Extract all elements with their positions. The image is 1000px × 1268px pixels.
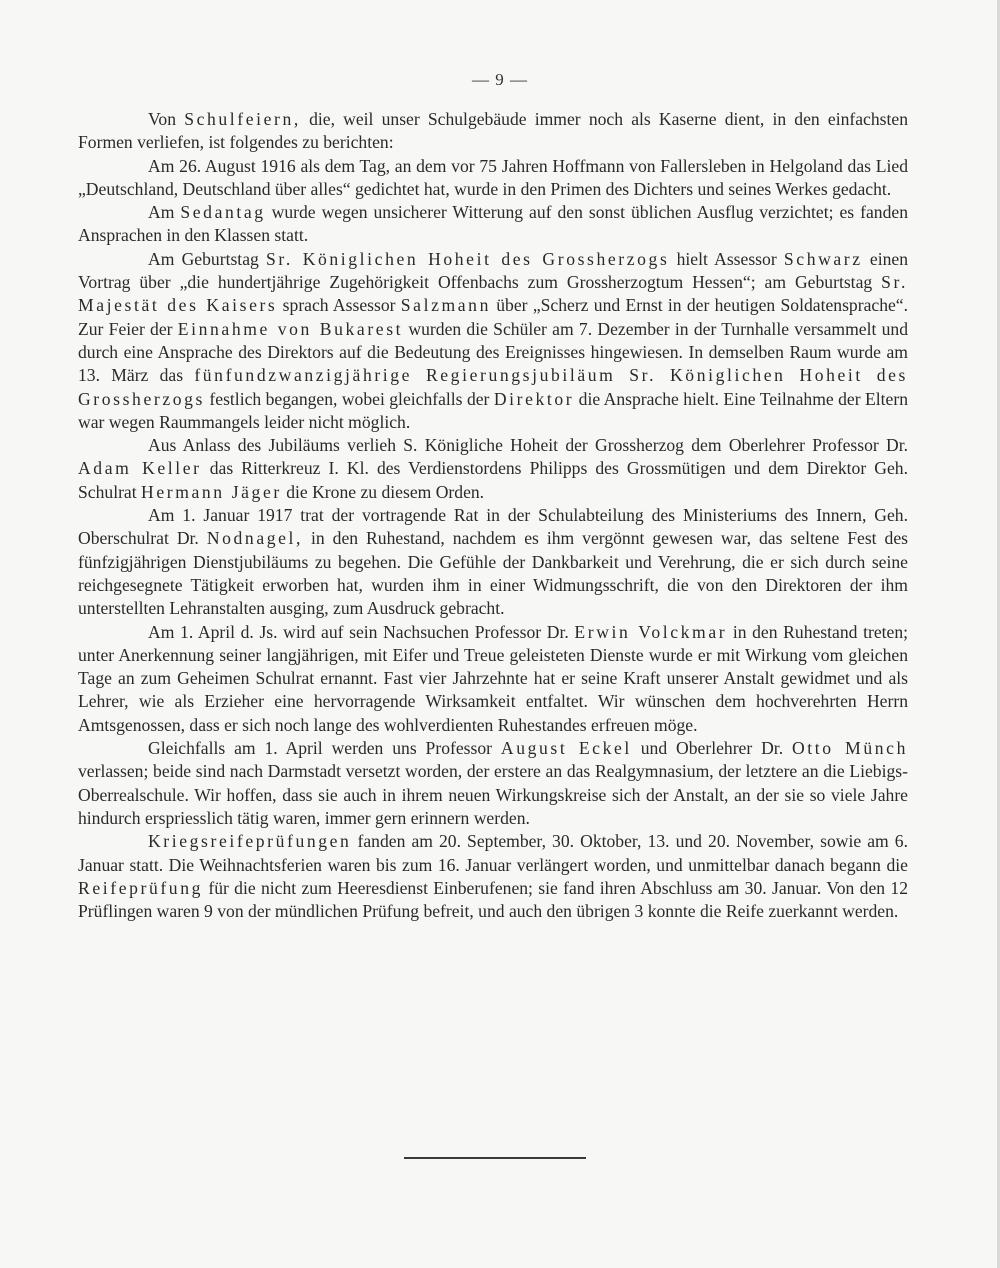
paragraph xyxy=(78,201,908,248)
text-run: einen Vortrag über „die hundertjährige Zugehörigkeit Offenbachs zum Grossherzogtum Hessen“; am Geburtstag xyxy=(78,248,908,293)
paragraph xyxy=(78,155,908,202)
text-run: sprach Assessor xyxy=(277,295,401,316)
emphasized-text: Sr. Majestät des Kaisers xyxy=(78,272,908,316)
end-rule xyxy=(404,1157,586,1159)
emphasized-text: Salzmann xyxy=(400,295,491,316)
text-run: Am 1. Januar 1917 trat der vortragende Rat in der Schulabteilung des Ministeriums des Innern, Geh. Oberschulrat Dr. xyxy=(78,505,908,549)
text-run: und Oberlehrer Dr. xyxy=(631,738,792,759)
text-run: wurde wegen unsicherer Witterung auf den sonst üblichen Ausflug verzichtet; es fanden Ansprachen in den Klassen statt. xyxy=(78,202,908,246)
paragraph xyxy=(78,504,908,620)
text-run: wurden die Schüler am 7. Dezember in der Turnhalle versammelt und durch eine Ansprache des Direktors auf die Bedeutung des Ereignisses hingewiesen. In demselben Raum wurde am 13. März das xyxy=(78,318,908,386)
text-run: die, weil unser Schulgebäude immer noch als Kaserne dient, in den einfachsten Formen verliefen, ist folgendes zu berichten: xyxy=(78,109,908,153)
emphasized-text: Schulfeiern, xyxy=(184,109,301,129)
body-text xyxy=(78,108,908,923)
text-run: Von xyxy=(148,109,185,129)
emphasized-text: August Eckel xyxy=(500,738,632,759)
emphasized-text: Direktor xyxy=(493,388,575,409)
text-run: das Ritterkreuz I. Kl. des Verdienstordens Philipps des Grossmütigen und dem Direktor Geh. Schulrat xyxy=(78,458,908,502)
paragraph xyxy=(78,108,908,155)
emphasized-text: Nodnagel, xyxy=(206,528,304,549)
emphasized-text: Erwin Volckmar xyxy=(574,621,728,642)
paragraph xyxy=(78,737,908,830)
emphasized-text: Reifeprüfung xyxy=(78,877,204,898)
text-run: Am 1. April d. Js. wird auf sein Nachsuchen Professor Dr. xyxy=(148,621,575,642)
text-run: für die nicht zum Heeresdienst Einberufenen; sie fand ihren Abschluss am 30. Januar. Von den 12 Prüflingen waren 9 von der mündlichen Prüfung befreit, und auch den übrigen 3 konnte die Reife zuerkannt werden. xyxy=(78,877,908,922)
emphasized-text: Otto Münch xyxy=(791,738,908,759)
page-number: — 9 — xyxy=(472,70,528,89)
paragraph xyxy=(78,830,908,923)
text-run: Am xyxy=(148,202,181,223)
text-run: verlassen; beide sind nach Darmstadt versetzt worden, der erstere an das Realgymnasium, der letztere an die Liebigs-Oberrealschule. Wir hoffen, dass sie auch in ihrem neuen Wirkungskreise sich der Anstalt, an der sie so viele Jahre hindurch erspriesslich tätig waren, immer gern erinnern werden. xyxy=(78,761,908,828)
text-run: die Ansprache hielt. Eine Teilnahme der Eltern war wegen Raummangels leider nicht möglich. xyxy=(78,388,908,432)
emphasized-text: Adam Keller xyxy=(78,458,202,479)
emphasized-text: Einnahme von Bukarest xyxy=(177,318,404,339)
paragraph xyxy=(78,621,908,737)
emphasized-text: Sr. Königlichen Hoheit des Grossherzogs xyxy=(266,248,670,269)
text-run: Aus Anlass des Jubiläums verlieh S. Königliche Hoheit der Grossherzog dem Oberlehrer Professor Dr. xyxy=(148,435,908,456)
paragraph xyxy=(78,434,908,504)
text-run: in den Ruhestand treten; unter Anerkennung seiner langjährigen, mit Eifer und Treue geleisteten Dienste wurde er mit Wirkung vom gleichen Tage an zum Geheimen Schulrat ernannt. Fast vier Jahrzehnte hat er seine Kraft unserer Anstalt gewidmet und als Lehrer, wie als Erzieher eine hervorragende Wirksamkeit entfaltet. Wir wünschen dem hochverehrten Herrn Amtsgenossen, dass er sich noch lange des wohlverdienten Ruhestandes erfreuen möge. xyxy=(78,621,909,735)
text-run: die Krone zu diesem Orden. xyxy=(281,481,485,502)
text-run: in den Ruhestand, nachdem es ihm vergönnt gewesen war, das seltene Fest des fünfzigjährigen Dienstjubiläums zu begehen. Die Gefühle der Dankbarkeit und Verehrung, die er sich durch seine reichgesegnete Tätigkeit erworben hat, wurden ihm in einer Widmungsschrift, die von den Direktoren der ihm unterstellten Lehranstalten ausging, zum Ausdruck gebracht. xyxy=(78,528,908,619)
emphasized-text: Kriegsreifeprüfungen xyxy=(148,831,352,852)
emphasized-text: fünfundzwanzigjährige Regierungsjubiläum Sr. Königlichen Hoheit des Grossherzogs xyxy=(78,365,909,409)
text-run: Am 26. August 1916 als dem Tag, an dem vor 75 Jahren Hoffmann von Fallersleben in Helgoland das Lied „Deutschland, Deutschland über alles“ gedichtet hat, wurde in den Primen des Dichters und seines Werkes gedacht. xyxy=(78,155,908,199)
emphasized-text: Schwarz xyxy=(783,248,863,269)
text-run: fanden am 20. September, 30. Oktober, 13. und 20. November, sowie am 6. Januar statt. Die Weihnachtsferien waren bis zum 16. Januar verlängert worden, und unmittelbar danach begann die xyxy=(78,831,908,875)
paragraph xyxy=(78,248,908,434)
text-run: Am Geburtstag xyxy=(148,248,267,269)
text-run: Gleichfalls am 1. April werden uns Professor xyxy=(148,738,501,759)
text-run: festlich begangen, wobei gleichfalls der xyxy=(204,388,494,409)
text-run: über „Scherz und Ernst in der heutigen Soldatensprache“. Zur Feier der xyxy=(78,295,909,339)
emphasized-text: Hermann Jäger xyxy=(141,481,282,502)
emphasized-text: Sedantag xyxy=(180,202,266,223)
text-run: hielt Assessor xyxy=(669,248,784,269)
